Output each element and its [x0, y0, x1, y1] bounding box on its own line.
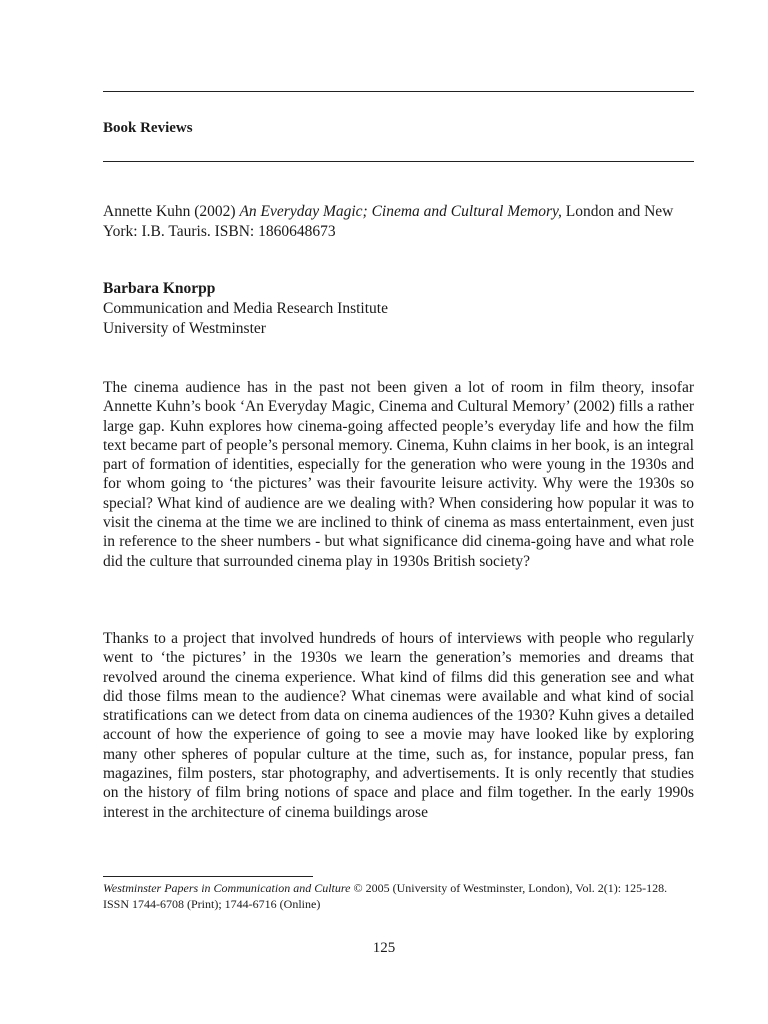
reviewer-university: University of Westminster [103, 320, 266, 337]
footnote-rule [103, 876, 313, 877]
top-rule [103, 91, 694, 92]
body-paragraph-2: Thanks to a project that involved hundreds of hours of interviews with people who regularly went to ‘the pictures’ in the 1930s we learn the generation’s memories and dreams that revolved around the cinema experience. What kind of films did this generation see and what did those films mean to the audience? What cinemas were available and what kind of social stratifications can we detect from data on cinema audiences of the 1930? Kuhn gives a detailed account of how the experience of going to see a movie may have looked like by exploring many other spheres of popular culture at the time, such as, for instance, popular press, fan magazines, film posters, star photography, and advertisements. It is only recently that studies on the history of film bring notions of space and place and film together. In the early 1990s interest in the architecture of cinema buildings arose [103, 630, 694, 821]
page-number: 125 [372, 940, 396, 956]
citation-title: An Everyday Magic; Cinema and Cultural Memory, [239, 203, 562, 220]
body-paragraph-1: The cinema audience has in the past not been given a lot of room in film theory, insofar Annette Kuhn’s book ‘An Everyday Magic, Cinema and Cultural Memory’ (2002) fills a rather large gap. Kuhn explores how cinema-going affected people’s everyday life and how the film text became part of people’s personal memory. Cinema, Kuhn claims in her book, is an integral part of formation of identities, especially for the generation who were young in the 1930s and for whom going to ‘the pictures’ was their favourite leisure activity. Why were the 1930s so special? What kind of audience are we dealing with? When considering how popular it was to visit the cinema at the time we are inclined to think of cinema as mass entertainment, even just in reference to the sheer numbers - but what significance did cinema-going have and what role did the culture that surrounded cinema play in 1930s British society? [103, 379, 694, 570]
reviewer-block [103, 279, 388, 339]
footnote-details: © 2005 (University of Westminster, London), Vol. 2(1): 125-128. ISSN 1744-6708 (Print); 1744-6716 (Online) [103, 881, 668, 911]
footnote [103, 880, 694, 912]
header-rule [103, 161, 694, 162]
citation-author-year: Annette Kuhn (2002) [103, 203, 240, 220]
citation-publisher: London and New York: I.B. Tauris. ISBN: 1860648673 [103, 203, 674, 240]
section-header: Book Reviews [103, 120, 193, 136]
reviewer-name: Barbara Knorpp [103, 280, 216, 297]
footnote-journal: Westminster Papers in Communication and Culture [103, 881, 351, 895]
reviewer-institute: Communication and Media Research Institute [103, 300, 388, 317]
book-citation [103, 202, 694, 242]
